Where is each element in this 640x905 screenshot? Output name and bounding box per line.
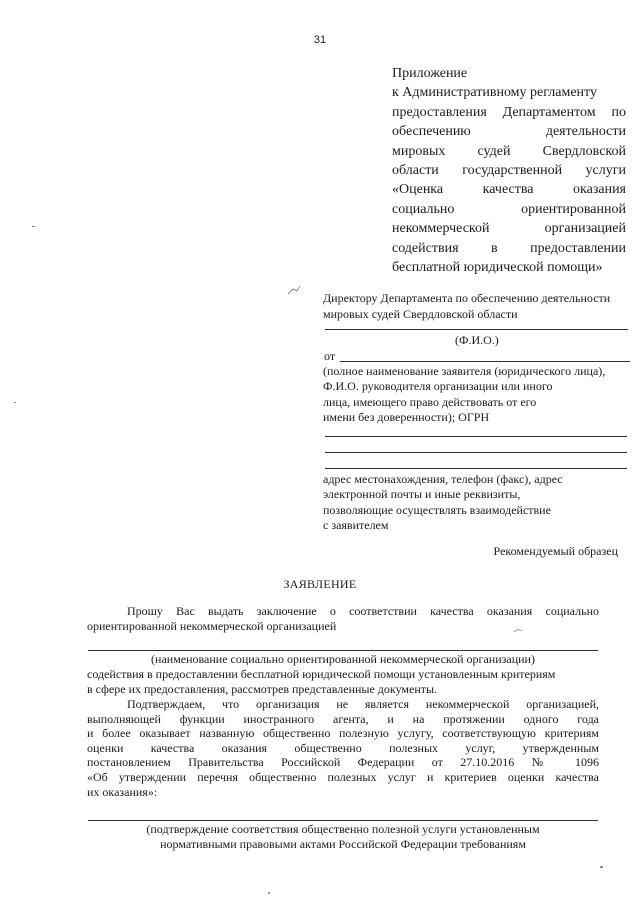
paragraph-line: выполняющей функции иностранного агента, и на протяжении одного года — [87, 711, 599, 726]
scan-speck — [32, 226, 35, 227]
address-description-line: с заявителем — [323, 518, 389, 533]
appendix-line: бесплатной юридической помощи» — [392, 260, 603, 276]
appendix-line: области государственной услуги — [392, 163, 626, 179]
fio-caption: (Ф.И.О.) — [455, 333, 499, 347]
applicant-description — [323, 364, 639, 426]
paragraph-line: в сфере их предоставления, рассмотрев представленные документы. — [87, 681, 438, 696]
address-description-line: электронной почты и иные реквизиты, — [323, 487, 521, 502]
paragraph-line: оценки качества оказания общественно полезных услуг, утвержденным — [87, 740, 599, 755]
paragraph-line: постановлением Правительства Российской Федерации от 27.10.2016 № 1096 — [87, 755, 599, 770]
paragraph-criteria — [87, 667, 599, 696]
caption-line: нормативными правовыми актами Российской Федерации требованиям — [160, 837, 526, 851]
address-description-line: позволяющие осуществлять взаимодействие — [323, 502, 551, 517]
paragraph-line: содействия в предоставлении бесплатной юридической помощи установленным критериям — [87, 667, 556, 681]
confirmation-caption — [87, 822, 599, 852]
appendix-line: к Административному регламенту — [392, 85, 597, 101]
scan-smudge — [512, 626, 526, 636]
paragraph-confirmation — [87, 697, 599, 799]
appendix-line: обеспечению деятельности — [392, 124, 626, 140]
paragraph-line: и более оказывает названную общественно полезную услугу, соответствующую критериям — [87, 726, 599, 741]
paragraph-line: Подтверждаем, что организация не является некоммерческой организацией, — [127, 697, 599, 711]
confirmation-underline — [88, 820, 598, 821]
scan-speck — [14, 402, 16, 403]
blank-line — [325, 436, 627, 437]
org-name-caption: (наименование социально ориентированной некоммерческой организации) — [151, 652, 535, 666]
paragraph-line: ориентированной некоммерческой организацией — [87, 618, 337, 633]
appendix-line: социально ориентированной — [392, 201, 626, 217]
from-row — [324, 349, 630, 364]
appendix-line: предоставления Департаментом по — [392, 104, 626, 120]
scan-smudge — [287, 285, 301, 295]
scan-speck — [268, 892, 270, 894]
paragraph-line: «Об утверждении перечня общественно полезных услуг и критериев оценки качества — [87, 769, 599, 784]
addressee-block: Директору Департамента по обеспечению деятельности мировых судей Свердловской области — [323, 291, 611, 321]
applicant-description-line: имени без доверенности); ОГРН — [323, 410, 490, 425]
document-title: ЗАЯВЛЕНИЕ — [283, 577, 357, 591]
blank-line — [325, 468, 627, 469]
appendix-line: «Оценка качества оказания — [392, 182, 626, 198]
address-description — [323, 472, 623, 534]
applicant-description-line: (полное наименование заявителя (юридического лица), — [323, 364, 606, 378]
appendix-line: мировых судей Свердловской — [392, 143, 626, 159]
from-underline — [340, 361, 630, 362]
paragraph-line: их оказания»: — [87, 784, 158, 799]
blank-line — [325, 452, 627, 453]
appendix-line: содействия в предоставлении — [392, 240, 626, 256]
appendix-line: некоммерческой организацией — [392, 221, 626, 237]
address-description-line: адрес местонахождения, телефон (факс), адрес — [323, 472, 563, 486]
sample-note: Рекомендуемый образец — [493, 544, 618, 558]
org-name-underline — [88, 650, 598, 651]
appendix-line: Приложение — [392, 66, 468, 81]
scan-speck — [600, 866, 603, 868]
applicant-description-line: Ф.И.О. руководителя организации или иного — [323, 379, 553, 394]
page-number: 31 — [313, 34, 327, 46]
paragraph-line: Прошу Вас выдать заключение о соответствии качества оказания социально — [127, 604, 599, 618]
appendix-header — [392, 64, 626, 277]
caption-line: (подтверждение соответствия общественно полезной услуги установленным — [146, 822, 540, 836]
applicant-description-line: лица, имеющего право действовать от его — [323, 394, 537, 409]
from-label: от — [324, 349, 336, 363]
fio-underline — [325, 329, 628, 330]
